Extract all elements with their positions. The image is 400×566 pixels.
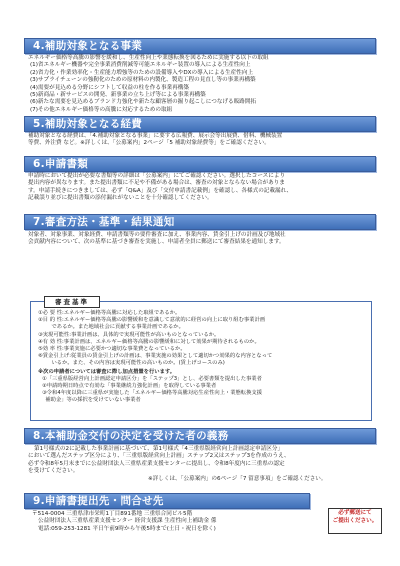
bonus-item: ①「三重県版経営向上計画認定申請区分」を「ステップ3」とし、必要書類を提出した事業者 [42, 375, 262, 382]
bonus-item: ②申請時期日時点で有効な「事業継続力強化計画」を取得している事業者 [42, 383, 217, 390]
section-7-intro-line: 対象者、対象事業、対象経費、申請書類等の要件審査に加え、事業内容、賃金引上げの計画及び地域社 [28, 232, 286, 238]
section-4-line: エネルギー価格等高騰の影響を緩和し、生産性向上や業態転換を図るために実施する以下の取組 [28, 55, 269, 61]
section-6-line: す。申請手続きにつきましては、必ず「Q&A」及び「交付申請書記載例」を確認し、各様式の記載漏れ、 [28, 187, 293, 194]
section-6-body [28, 173, 378, 203]
mail-notice-line: ご提出ください。 [332, 518, 378, 524]
criteria-item: いるか。また、その内容は実現可能性の高いものか。(賃上げコースのみ) [38, 360, 225, 367]
mail-notice [328, 508, 382, 534]
section-4-line: (2)省力化・作業効率化・生産能力増強等のための設備導入やDXの導入による生産性向上 [30, 69, 254, 76]
mail-notice-line: 必ず郵送にて [338, 510, 372, 516]
section-4-title: 4.補助対象となる事業 [33, 40, 143, 52]
bonus-item: ③令和4年度以降に三重県が実施した「エネルギー価格等高騰対応生産性向上・業態転換支援 [42, 390, 262, 397]
section-6-title: 6.申請書類 [33, 158, 89, 170]
section-5-line: 等費、外注費 など。※詳しくは、「公募案内」2ページ「5 補助対象経費等」をご確認ください。 [28, 140, 270, 147]
section-5-line: 補助対象となる経費は、「4.補助対象となる事業」に要する広報費、展示会等出展費、借料、機械装置 [28, 133, 283, 139]
section-8-line: 必ず令和8年5月末までに公益財団法人三重県産業支援センターに提出し、令和8年度内に三重県の認定 [28, 460, 285, 467]
section-8-line: を受けてください。 [28, 468, 79, 475]
section-6-line: 提出内容が異なります。また提出書類に不足や不備がある場合は、審査の対象とならない場合がありま [28, 180, 285, 187]
section-6-line: 記載誤り並びに提出書類の添付漏れがないことを十分確認してください。 [28, 195, 213, 202]
section-9-line: 公益財団法人三重県産業支援センター 経営支援課 生産性向上補助金 係 [38, 518, 217, 525]
bonus-item: 補助金」等の採択を受けていない事業者 [42, 397, 141, 404]
section-4-line: (4)需要が見込める分野にシフトして収益の柱を作る事業再構築 [30, 84, 189, 91]
criteria-item: ⑤効 率 性:事業実施に必要かつ適切な事業費となっているか。 [38, 346, 186, 353]
criteria-item: ②目 的 性:エネルギー価格等高騰の影響緩和を意識して意欲的に経営の向上に取り組む事業計画 [38, 317, 266, 324]
criteria-tag: 審査基準 [44, 296, 100, 308]
section-7-title: 7.審査方法・基準・結果通知 [33, 216, 175, 228]
section-5-header [24, 116, 376, 132]
section-4-line: (1)省エネルギー機器や完全事業消費削減等可能エネルギー装置の導入による生産性向上 [30, 62, 251, 69]
section-8-line: 第1号様式の2に記載した事業計画に基づいて、第1号様式「4三重県版経営向上計画認定申請区分」 [34, 446, 284, 452]
section-8-line: において選んだステップ区分により、「三重県版経営向上計画」ステップ2又はステップ3を作成のうえ、 [28, 453, 290, 460]
section-4-line: (7)その他エネルギー価格等の高騰に対応するための取組 [30, 106, 173, 113]
section-6-line: 申請時において提出が必要な書類等の詳細は「公募案内」にてご確認ください。選択したコースにより [28, 173, 286, 179]
bonus-title: ※次の申請者については審査に際し加点措置を行います。 [38, 368, 176, 375]
section-8-header [24, 428, 376, 444]
section-8-line: ※詳しくは、「公募案内」の6ページ「7 留意事項」をご確認ください。 [148, 475, 327, 482]
criteria-item: ①必 要 性:エネルギー価格等高騰に対応した取組であるか。 [38, 310, 181, 316]
section-6-header [24, 156, 376, 172]
section-4-header [24, 38, 376, 54]
section-9-body [32, 511, 322, 533]
section-7-intro-line: 会貢献内容について、次の基準に基づき審査を実施し、申請者全員に郵送にて審査結果を通知します。 [28, 239, 285, 246]
criteria-item: ⑥賃金引上げ:従業員の賃金引上げの計画は、事業実施の効果として適切かつ効果的な内容となって [38, 353, 273, 360]
section-5-body [28, 133, 378, 148]
criteria-list [38, 310, 368, 405]
section-8-body [28, 446, 378, 483]
section-4-line: (3)サプライチェーンの強靭化のための原材料の内製化、製造工程の見直し等の事業再構築 [30, 77, 256, 84]
section-9-header [24, 493, 310, 509]
section-5-title: 5.補助対象となる経費 [33, 118, 143, 130]
section-7-header [24, 214, 376, 230]
section-9-title: 9.申請書提出先・問合せ先 [33, 495, 164, 507]
section-9-line: 電話:059-253-1281 平日午前9時から午後5時まで(土日・祝日を除く) [38, 525, 216, 532]
section-8-title: 8.本補助金交付の決定を受けた者の義務 [33, 430, 229, 442]
section-4-line: (6)新たな需要を見込めるブランド力強化や新たな顧客層の掘り起こしにつなげる販路開拓 [30, 99, 256, 106]
criteria-item: ④有 効 性:事業計画は、エネルギー価格等高騰の影響緩和に対して効果が期待されるものか。 [38, 338, 260, 345]
section-9-line: 〒514-0004 三重県津市栄町1丁目891番地 三重県合同ビル5階 [32, 511, 193, 517]
criteria-item: ③実現可能性:事業計画は、具体的で実現可能性が高いものとなっているか。 [38, 331, 220, 338]
criteria-item: であるか。また地域社会に貢献する事業計画であるか。 [38, 324, 184, 331]
section-4-line: (5)新商品・新サービスの開発、新事業の立ち上げ等による事業再構築 [30, 92, 206, 99]
section-4-body [28, 55, 378, 114]
section-7-intro [28, 232, 378, 247]
